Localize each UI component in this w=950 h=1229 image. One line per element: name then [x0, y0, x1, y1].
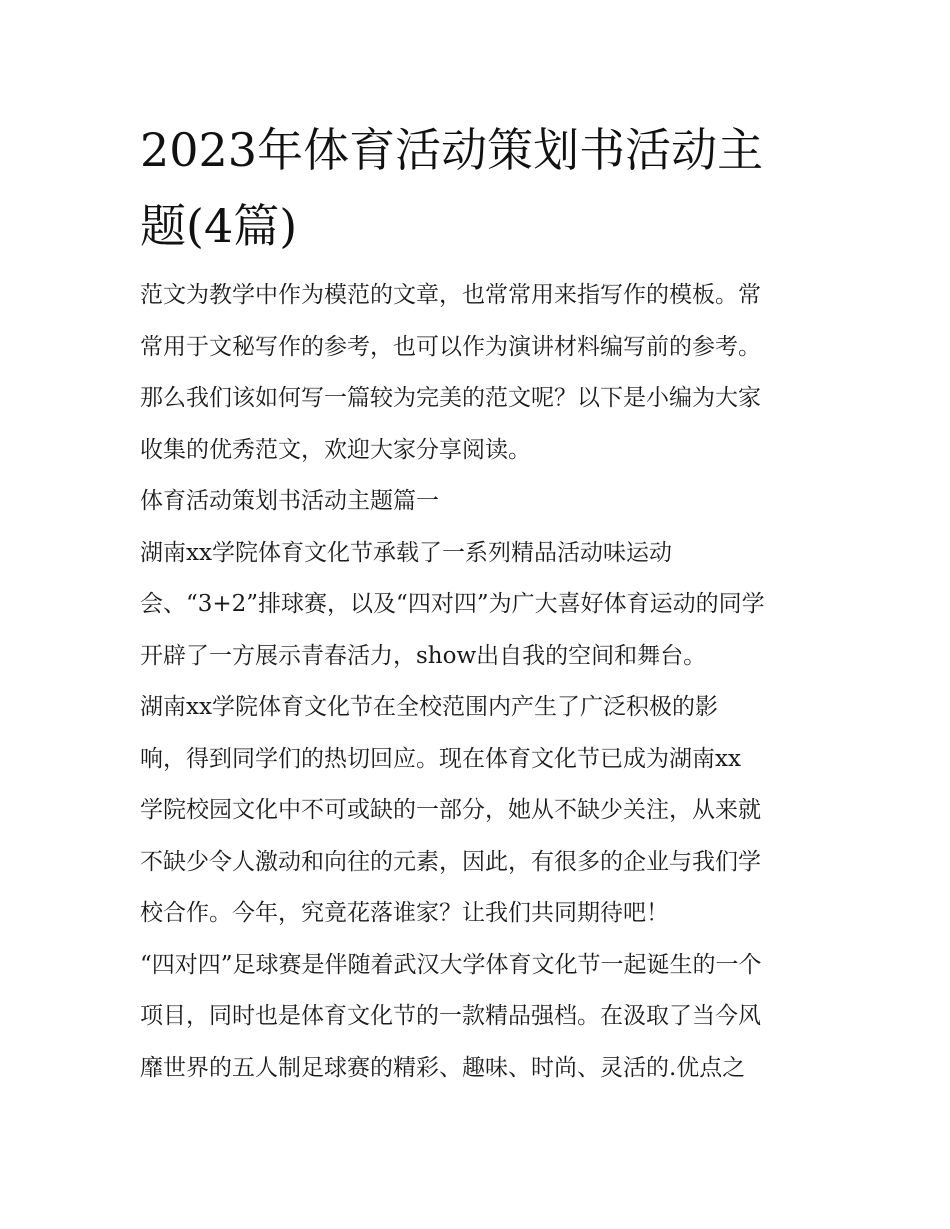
document-title	[140, 112, 830, 264]
body-line: 会、“3+2”排球赛，以及“四对四”为广大喜好体育运动的同学	[140, 591, 765, 617]
body-line: 湖南xx学院体育文化节在全校范围内产生了广泛积极的影	[140, 694, 718, 720]
body-line: 收集的优秀范文，欢迎大家分享阅读。	[140, 436, 531, 463]
body-line: 项目，同时也是体育文化节的一款精品强档。在汲取了当今风	[140, 1003, 761, 1029]
body-line: 常用于文秘写作的参考，也可以作为演讲材料编写前的参考。	[140, 333, 761, 360]
body-line: 学院校园文化中不可或缺的一部分，她从不缺少关注，从来就	[140, 797, 761, 823]
body-line: 不缺少令人激动和向往的元素，因此，有很多的企业与我们学	[140, 848, 761, 875]
document-body	[140, 270, 830, 1094]
title-line-2: 题(4篇)	[140, 199, 298, 253]
section-heading: 体育活动策划书活动主题篇一	[140, 488, 439, 514]
body-line: 校合作。今年，究竟花落谁家？让我们共同期待吧！	[140, 900, 669, 926]
title-line-1: 2023年体育活动策划书活动主	[140, 123, 764, 177]
body-line: 靡世界的五人制足球赛的精彩、趣味、时尚、灵活的.优点之	[140, 1054, 746, 1081]
body-line: “四对四”足球赛是伴随着武汉大学体育文化节一起诞生的一个	[140, 951, 762, 978]
body-line: 响，得到同学们的热切回应。现在体育文化节已成为湖南xx	[140, 745, 741, 772]
body-line: 那么我们该如何写一篇较为完美的范文呢？以下是小编为大家	[140, 385, 761, 411]
body-line: 湖南xx学院体育文化节承载了一系列精品活动味运动	[140, 539, 672, 566]
body-line: 开辟了一方展示青春活力，show出自我的空间和舞台。	[140, 642, 707, 669]
body-line: 范文为教学中作为模范的文章，也常常用来指写作的模板。常	[140, 282, 761, 308]
